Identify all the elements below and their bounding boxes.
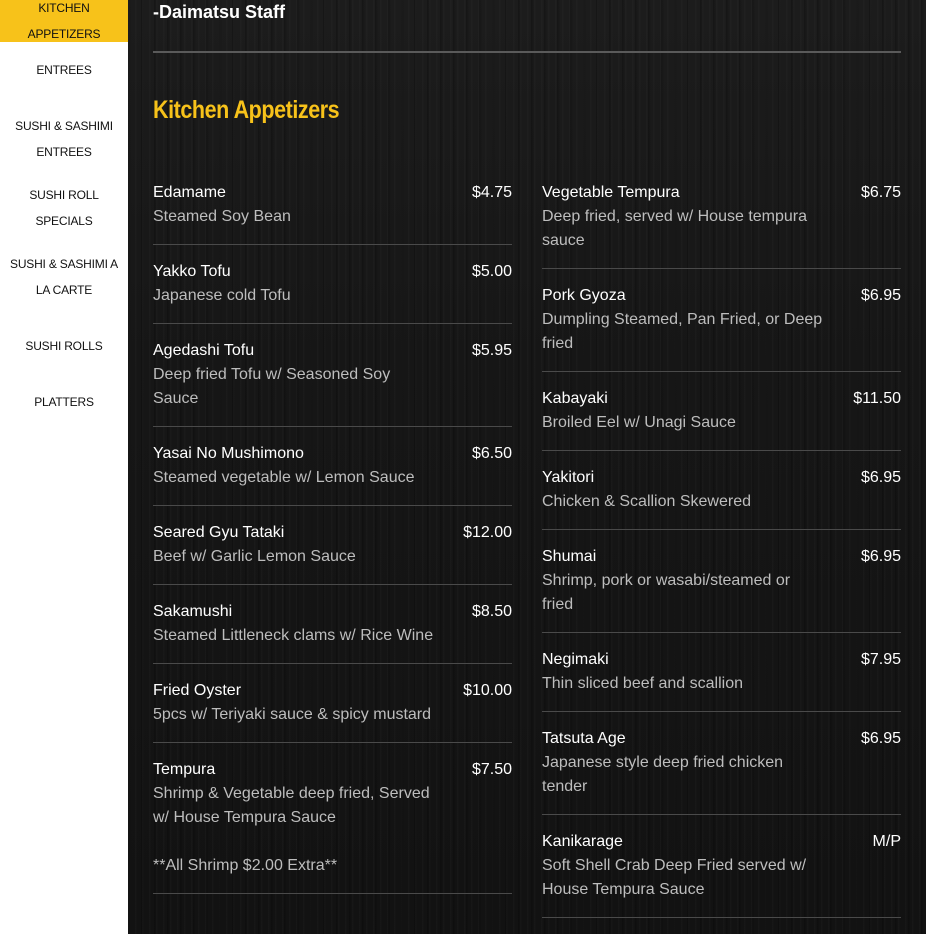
menu-item: [153, 679, 512, 743]
menu-item-name: Yasai No Mushimono: [153, 445, 304, 462]
menu-item-name: Negimaki: [542, 651, 609, 668]
menu-item-price: $10.00: [463, 682, 512, 699]
menu-item: [542, 387, 901, 451]
menu-item-note: **All Shrimp $2.00 Extra**: [153, 857, 338, 874]
menu-item: [542, 830, 901, 918]
menu-item-name: Tatsuta Age: [542, 730, 626, 747]
menu-item-price: $8.50: [471, 603, 512, 620]
menu-item: [153, 339, 512, 427]
sidebar-item-sushi-sashimi-a-la-carte[interactable]: SUSHI & SASHIMI A LA CARTE: [10, 257, 118, 297]
sidebar-item-kitchen-appetizers[interactable]: KITCHEN APPETIZERS: [0, 0, 128, 42]
menu-item: [542, 284, 901, 372]
menu-item-description: Chicken & Scallion Skewered: [542, 493, 751, 510]
menu-item-description: Steamed Soy Bean: [153, 208, 291, 225]
staff-signature: -Daimatsu Staff: [153, 2, 286, 22]
sidebar-item-platters[interactable]: PLATTERS: [34, 395, 94, 409]
menu-item: [153, 442, 512, 506]
menu-item-name: Edamame: [153, 184, 226, 201]
menu-item-price: $6.95: [860, 469, 901, 486]
menu-item-price: $7.50: [471, 761, 512, 778]
menu-item-name: Tempura: [153, 761, 216, 778]
menu-item: [542, 466, 901, 530]
menu-item: [153, 758, 512, 894]
menu-item: [153, 521, 512, 585]
menu-item-description: Soft Shell Crab Deep Fried served w/ House Tempura Sauce: [542, 857, 807, 898]
menu-item-price: $6.95: [860, 548, 901, 565]
menu-item: [153, 260, 512, 324]
menu-item-name: Pork Gyoza: [542, 287, 626, 304]
menu-item-price: $6.95: [860, 730, 901, 747]
sidebar-item-entrees[interactable]: ENTREES: [36, 63, 92, 77]
menu-item-price: $12.00: [463, 524, 512, 541]
menu-item-name: Sakamushi: [153, 603, 233, 620]
menu-item-price: $6.75: [860, 184, 901, 201]
menu-item-name: Shumai: [542, 548, 597, 565]
menu-item-name: Kabayaki: [542, 390, 608, 407]
menu-item-price: $6.95: [860, 287, 901, 304]
menu-item-price: M/P: [872, 833, 901, 850]
menu-column-left: [153, 181, 512, 909]
menu-item-price: $4.75: [471, 184, 512, 201]
menu-item-name: Yakko Tofu: [153, 263, 231, 280]
menu-item-name: Fried Oyster: [153, 682, 242, 699]
menu-item-name: Vegetable Tempura: [542, 184, 680, 201]
menu-item: [542, 181, 901, 269]
menu-item: [153, 181, 512, 245]
menu-item-price: $7.95: [860, 651, 901, 668]
menu-item-description: Dumpling Steamed, Pan Fried, or Deep fried: [542, 311, 823, 352]
sidebar-item-sushi-roll-specials[interactable]: SUSHI ROLL SPECIALS: [29, 188, 99, 228]
menu-item-description: 5pcs w/ Teriyaki sauce & spicy mustard: [153, 706, 432, 723]
menu-item: [542, 648, 901, 712]
menu-content: [128, 0, 926, 934]
menu-item-price: $5.00: [471, 263, 512, 280]
menu-item-name: Agedashi Tofu: [153, 342, 255, 359]
menu-item-description: Steamed vegetable w/ Lemon Sauce: [153, 469, 415, 486]
category-sidebar: [0, 0, 128, 934]
menu-item-price: $11.50: [853, 390, 901, 407]
menu-item-description: Shrimp & Vegetable deep fried, Served w/ House Tempura Sauce: [153, 785, 430, 826]
menu-item-description: Japanese cold Tofu: [153, 287, 291, 304]
menu-item-description: Deep fried, served w/ House tempura sauce: [542, 208, 808, 249]
menu-item-name: Yakitori: [542, 469, 595, 486]
divider: [153, 51, 901, 53]
sidebar-item-sushi-rolls[interactable]: SUSHI ROLLS: [25, 339, 103, 353]
section-title: Kitchen Appetizers: [153, 96, 340, 124]
menu-item-description: Thin sliced beef and scallion: [542, 675, 744, 692]
menu-item-price: $6.50: [471, 445, 512, 462]
menu-item: [542, 727, 901, 815]
menu-item-name: Seared Gyu Tataki: [153, 524, 285, 541]
menu-column-right: [542, 181, 901, 933]
sidebar-item-sushi-sashimi-entrees[interactable]: SUSHI & SASHIMI ENTREES: [15, 119, 113, 159]
menu-item: [153, 600, 512, 664]
menu-item: [542, 545, 901, 633]
menu-item-description: Steamed Littleneck clams w/ Rice Wine: [153, 627, 434, 644]
menu-item-name: Kanikarage: [542, 833, 623, 850]
menu-item-description: Deep fried Tofu w/ Seasoned Soy Sauce: [153, 366, 391, 407]
menu-item-description: Broiled Eel w/ Unagi Sauce: [542, 414, 736, 431]
menu-item-description: Beef w/ Garlic Lemon Sauce: [153, 548, 356, 565]
menu-item-description: Japanese style deep fried chicken tender: [542, 754, 784, 795]
menu-item-description: Shrimp, pork or wasabi/steamed or fried: [542, 572, 791, 613]
menu-item-price: $5.95: [471, 342, 512, 359]
